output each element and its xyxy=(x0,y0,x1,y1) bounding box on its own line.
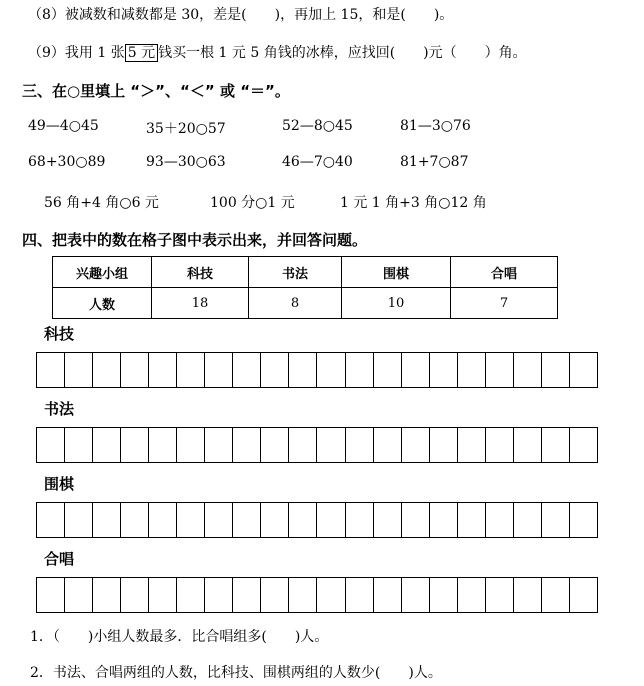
answer-grid-keji[interactable] xyxy=(36,352,598,388)
compare-item: 46—7○40 xyxy=(282,154,353,170)
answer-grid-shufa[interactable] xyxy=(36,427,598,463)
grid-cell[interactable] xyxy=(37,353,65,387)
question-2: 2．书法、合唱两组的人数，比科技、围棋两组的人数少( )人。 xyxy=(30,665,442,681)
compare-item: 49—4○45 xyxy=(28,118,99,134)
table-header-cell: 兴趣小组 xyxy=(53,257,152,288)
grid-cell[interactable] xyxy=(514,353,542,387)
grid-cell[interactable] xyxy=(542,503,570,537)
compare-item: 81—3○76 xyxy=(400,118,471,134)
grid-cell[interactable] xyxy=(121,428,149,462)
grid-cell[interactable] xyxy=(177,353,205,387)
grid-cell[interactable] xyxy=(233,503,261,537)
question-9-post: 钱买一根 1 元 5 角钱的冰棒，应找回( )元（ ）角。 xyxy=(158,45,527,61)
grid-cell[interactable] xyxy=(149,578,177,612)
grid-cell[interactable] xyxy=(289,503,317,537)
grid-cell[interactable] xyxy=(486,353,514,387)
grid-cell[interactable] xyxy=(37,578,65,612)
grid-cell[interactable] xyxy=(542,578,570,612)
answer-grid-weiqi[interactable] xyxy=(36,502,598,538)
grid-cell[interactable] xyxy=(514,578,542,612)
grid-cell[interactable] xyxy=(93,578,121,612)
grid-cell[interactable] xyxy=(205,428,233,462)
grid-cell[interactable] xyxy=(570,353,597,387)
grid-cell[interactable] xyxy=(514,428,542,462)
grid-cell[interactable] xyxy=(458,353,486,387)
grid-cell[interactable] xyxy=(402,503,430,537)
grid-cell[interactable] xyxy=(402,578,430,612)
grid-cell[interactable] xyxy=(430,578,458,612)
table-header-row xyxy=(53,257,558,288)
grid-cell[interactable] xyxy=(121,503,149,537)
grid-cell[interactable] xyxy=(233,578,261,612)
question-1: 1．（ )小组人数最多．比合唱组多( )人。 xyxy=(30,629,329,645)
grid-cell[interactable] xyxy=(177,503,205,537)
grid-cell[interactable] xyxy=(261,578,289,612)
grid-cell[interactable] xyxy=(374,503,402,537)
grid-cell[interactable] xyxy=(458,578,486,612)
grid-cell[interactable] xyxy=(289,353,317,387)
table-header-cell: 书法 xyxy=(249,257,342,288)
grid-cell[interactable] xyxy=(346,428,374,462)
grid-cell[interactable] xyxy=(402,353,430,387)
grid-label-weiqi: 围棋 xyxy=(44,475,75,493)
grid-cell[interactable] xyxy=(93,428,121,462)
table-row-label: 人数 xyxy=(53,288,152,319)
table-cell: 18 xyxy=(152,288,249,319)
grid-cell[interactable] xyxy=(458,503,486,537)
grid-cell[interactable] xyxy=(458,428,486,462)
grid-cell[interactable] xyxy=(65,353,93,387)
question-9-pre: （9）我用 1 张 xyxy=(28,45,125,61)
grid-cell[interactable] xyxy=(177,578,205,612)
grid-cell[interactable] xyxy=(570,578,597,612)
grid-cell[interactable] xyxy=(121,578,149,612)
grid-cell[interactable] xyxy=(570,428,597,462)
question-8: （8）被减数和减数都是 30，差是( )，再加上 15，和是( )。 xyxy=(28,7,454,23)
grid-cell[interactable] xyxy=(93,353,121,387)
grid-cell[interactable] xyxy=(374,428,402,462)
grid-cell[interactable] xyxy=(149,428,177,462)
grid-cell[interactable] xyxy=(346,578,374,612)
question-9 xyxy=(28,42,527,62)
grid-cell[interactable] xyxy=(542,353,570,387)
grid-cell[interactable] xyxy=(430,503,458,537)
table-header-cell: 围棋 xyxy=(342,257,451,288)
grid-cell[interactable] xyxy=(346,503,374,537)
grid-cell[interactable] xyxy=(317,353,345,387)
compare-item: 68+30○89 xyxy=(28,154,106,170)
grid-cell[interactable] xyxy=(65,503,93,537)
grid-cell[interactable] xyxy=(205,503,233,537)
grid-cell[interactable] xyxy=(570,503,597,537)
grid-cell[interactable] xyxy=(430,428,458,462)
grid-label-shufa: 书法 xyxy=(44,400,75,418)
compare-item: 52—8○45 xyxy=(282,118,353,134)
grid-cell[interactable] xyxy=(149,503,177,537)
grid-cell[interactable] xyxy=(374,353,402,387)
table-cell: 8 xyxy=(249,288,342,319)
table-cell: 7 xyxy=(451,288,558,319)
grid-label-keji: 科技 xyxy=(44,325,75,343)
grid-cell[interactable] xyxy=(430,353,458,387)
grid-cell[interactable] xyxy=(486,503,514,537)
grid-cell[interactable] xyxy=(205,353,233,387)
answer-grid-hechang[interactable] xyxy=(36,577,598,613)
grid-cell[interactable] xyxy=(514,503,542,537)
interest-group-table xyxy=(52,256,558,319)
grid-cell[interactable] xyxy=(542,428,570,462)
grid-cell[interactable] xyxy=(261,353,289,387)
grid-cell[interactable] xyxy=(37,503,65,537)
grid-cell[interactable] xyxy=(65,578,93,612)
grid-cell[interactable] xyxy=(486,428,514,462)
table-header-cell: 合唱 xyxy=(451,257,558,288)
grid-cell[interactable] xyxy=(93,503,121,537)
grid-cell[interactable] xyxy=(317,503,345,537)
table-row xyxy=(53,288,558,319)
compare-item: 100 分○1 元 xyxy=(210,195,295,211)
grid-cell[interactable] xyxy=(149,353,177,387)
grid-cell[interactable] xyxy=(374,578,402,612)
section-3-title: 三、在○里填上 “＞”、“＜” 或 “＝”。 xyxy=(22,82,290,100)
grid-cell[interactable] xyxy=(402,428,430,462)
grid-cell[interactable] xyxy=(486,578,514,612)
grid-cell[interactable] xyxy=(346,353,374,387)
grid-cell[interactable] xyxy=(317,428,345,462)
grid-cell[interactable] xyxy=(65,428,93,462)
compare-item: 93—30○63 xyxy=(146,154,226,170)
grid-cell[interactable] xyxy=(261,503,289,537)
table-cell: 10 xyxy=(342,288,451,319)
table-header-cell: 科技 xyxy=(152,257,249,288)
grid-cell[interactable] xyxy=(37,428,65,462)
question-9-boxed-amount: 5 元 xyxy=(125,44,158,62)
section-4-title: 四、把表中的数在格子图中表示出来，并回答问题。 xyxy=(22,231,368,249)
grid-cell[interactable] xyxy=(233,428,261,462)
grid-cell[interactable] xyxy=(317,578,345,612)
compare-item: 35＋20○57 xyxy=(146,121,226,137)
grid-cell[interactable] xyxy=(261,428,289,462)
compare-item: 1 元 1 角+3 角○12 角 xyxy=(340,195,487,211)
grid-cell[interactable] xyxy=(205,578,233,612)
grid-cell[interactable] xyxy=(121,353,149,387)
grid-cell[interactable] xyxy=(233,353,261,387)
grid-cell[interactable] xyxy=(177,428,205,462)
grid-cell[interactable] xyxy=(289,578,317,612)
compare-item: 81+7○87 xyxy=(400,154,469,170)
compare-item: 56 角+4 角○6 元 xyxy=(44,195,159,211)
grid-cell[interactable] xyxy=(289,428,317,462)
grid-label-hechang: 合唱 xyxy=(44,550,75,568)
